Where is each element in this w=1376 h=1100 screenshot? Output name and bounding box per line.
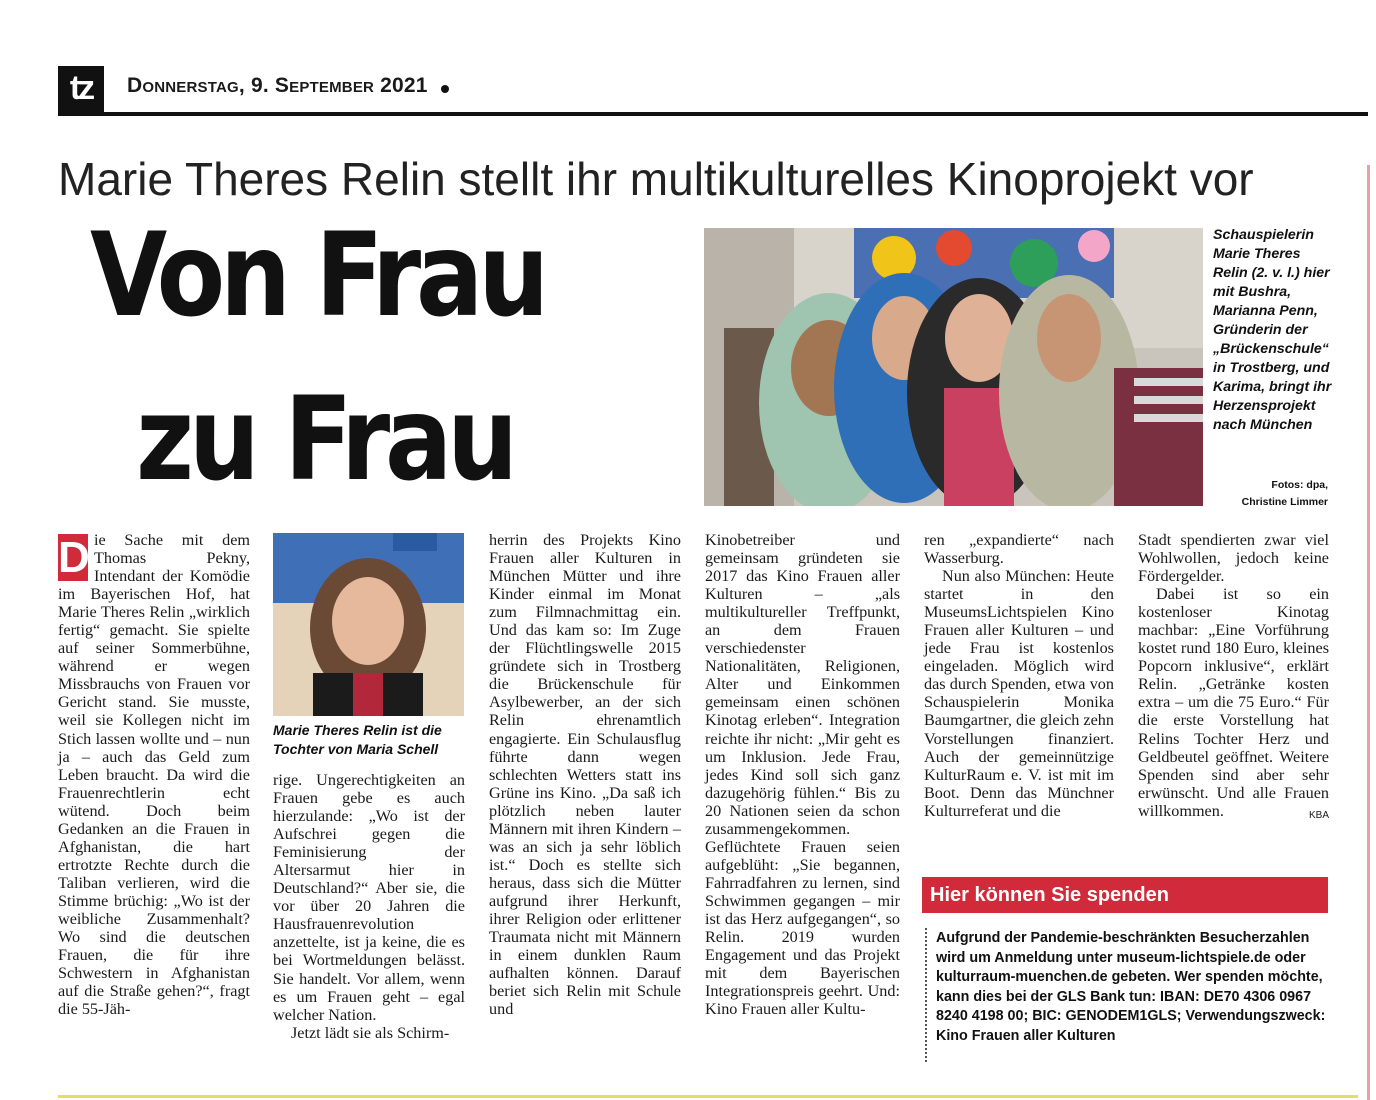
article-column-4: [705, 531, 900, 1018]
column-4-paragraph-2: Geflüchtete Frauen seien aufgeblüht: „Sie begannen, Fahrradfahren zu lernen, sind Schwimmen gegangen – mir ist das Herz aufgegangen“, so Relin. 2019 wurden Engagement und das Projekt mit dem Bayerischen Integrationspreis geehrt. Und: Kino Frauen aller Kultu-: [705, 837, 900, 1019]
column-3-text: herrin des Projekts Kino Frauen aller Kulturen in München Mütter und ihre Kinder einmal im Monat zum Filmnachmittag ein. Und das kam so: Im Zuge der Flüchtlingswelle 2015 gründete sich in Trostberg die Brückenschule für Asylbewerber, an der sich Relin ehrenamtlich engagierte. Ein Schulausflug führte dann wegen schlechten Wetters statt ins Grüne ins Kino. „Da saß ich plötzlich neben lauter Männern mit ihren Kindern – was an sich ja sehr löblich ist.“ Doch es stellte sich heraus, dass sich die Mütter aufgrund ihrer Herkunft, ihrer Religion oder erlittener Traumata nicht mit Männern in einem dunklen Raum aufhalten können. Darauf beriet sich Relin mit Schule und: [489, 531, 681, 1019]
main-headline-line-1: Von Frau: [90, 208, 545, 343]
article-column-1: [58, 531, 250, 1018]
portrait-illustration: [273, 533, 464, 716]
main-photo: [704, 228, 1203, 506]
group-photo-illustration: [704, 228, 1203, 506]
bottom-rule: [58, 1095, 1358, 1098]
issue-date: Donnerstag, 9. September 2021: [127, 74, 428, 97]
photo-credit-line-2: Christine Limmer: [1241, 496, 1328, 508]
article-column-2: [273, 771, 465, 1042]
article-column-6: [1138, 531, 1329, 825]
donation-box-text: Aufgrund der Pandemie-beschränkten Besucherzahlen wird um Anmeldung unter museum-lichtspiele.de oder kulturraum-muenchen.de gebeten. Wer spenden möchte, kann dies bei der GLS Bank tun: IBAN: DE70 4306 0967 8240 4198 00; BIC: GENODEM1GLS; Verwendungszweck: Kino Frauen aller Kulturen: [936, 930, 1326, 1044]
masthead-rule: [58, 112, 1368, 116]
column-6-text: Stadt spendierten zwar viel Wohlwollen, jedoch keine Fördergelder.: [1138, 531, 1329, 586]
column-6-paragraph-2-text: Dabei ist so ein kostenloser Kinotag machbar: „Eine Vorführung kostet rund 180 Euro, kleines Popcorn inklusive“, erklärt Relin. „Getränke kosten extra – um die 75 Euro.“ Für die erste Vorstellung hat Relins Tochter Herz und Geldbeutel geöffnet. Weitere Spenden sind aber sehr erwünscht. Und alle Frauen willkommen.: [1138, 585, 1329, 820]
author-signature: KBA: [1308, 809, 1329, 821]
article-column-5: [924, 531, 1114, 820]
column-5-paragraph-2: Nun also München: Heute startet in den MuseumsLichtspielen Kino Frauen aller Kulturen – und jede Frau ist kostenlos eingeladen. Möglich wird das durch Spenden, etwa von Schauspielerin Monika Baumgartner, die gleich zehn Vorstellungen finanziert. Auch der gemeinnützige KulturRaum e. V. ist mit im Boot. Denn das Münchner Kulturreferat und die: [924, 567, 1114, 820]
portrait-caption: Marie Theres Relin ist die Tochter von Maria Schell: [273, 722, 442, 757]
main-photo-caption: Schauspielerin Marie Theres Relin (2. v. l.) hier mit Bushra, Marianna Penn, Gründerin der „Brückenschule“ in Trostberg, und Karima, bringt ihr Herzensprojekt nach München: [1213, 227, 1332, 433]
column-1-text: ie Sache mit dem Thomas Pekny, Intendant der Komödie im Bayerischen Hof, hat Marie Theres Relin „wirklich fertig“ gemacht. Sie spielte auf seiner Sommerbühne, während er wegen Missbrauchs von Frauen vor Gericht stand. Sie musste, weil sie Kollegen nicht im Stich lassen wollte und – nun ja – auch das Geld zum Leben braucht. Da wird die Frauenrechtlerin echt wütend. Doch beim Gedanken an die Frauen in Afghanistan, die hart ertrotzte Rechte durch die Taliban verlieren, wird die Stimme brüchig: „Wo ist der weibliche Zusammenhalt? Wo sind die deutschen Frauen, die für ihre Schwestern in Afghanistan auf die Straße gehen?“, fragt die 55-Jäh-: [58, 531, 250, 1019]
column-6-paragraph-2: [1138, 585, 1329, 820]
article-column-3: [489, 531, 681, 1018]
tz-logo: tz: [58, 66, 104, 112]
bullet-dot: [441, 85, 449, 93]
donation-box-separator: [925, 928, 927, 1062]
portrait-photo: [273, 533, 464, 716]
main-headline-line-2: zu Frau: [136, 372, 514, 507]
dropcap: D: [58, 533, 90, 582]
column-5-text: ren „expandierte“ nach Wasserburg.: [924, 531, 1114, 568]
right-margin-rule: [1367, 165, 1370, 1100]
column-2-paragraph-2: Jetzt lädt sie als Schirm-: [291, 1023, 450, 1042]
column-4-text: Kinobetreiber und gemeinsam gründeten sie 2017 das Kino Frauen aller Kulturen – „als multikultureller Treffpunkt, an dem Frauen verschiedenster Nationalitäten, Religionen, Alter und Einkommen gemeinsam einen schönen Kinotag erleben“. Integration reichte ihr nicht: „Mir geht es um Inklusion. Jede Frau, jedes Kind soll sich ganz dazugehörig fühlen.“ Bis zu 20 Nationen seien da schon zusammengekommen.: [705, 531, 900, 838]
donation-box-title: Hier können Sie spenden: [922, 877, 1328, 913]
photo-credit-line-1: Fotos: dpa,: [1271, 479, 1328, 491]
photo-credit: [1214, 477, 1328, 511]
article-paragraph: [58, 531, 250, 1018]
column-2-text: rige. Ungerechtigkeiten an Frauen gebe es auch hierzulande: „Wo ist der Aufschrei gegen die Feminisierung der Altersarmut hier in Deutschland?“ Aber sie, die vor über 20 Jahren die Hausfrauenrevolution anzettelte, ist ja keine, die es bei Wortmeldungen belässt. Sie handelt. Vor allem, wenn es um Frauen geht – egal welcher Nation.: [273, 771, 465, 1024]
kicker-headline: Marie Theres Relin stellt ihr multikulturelles Kinoprojekt vor: [58, 153, 1254, 205]
